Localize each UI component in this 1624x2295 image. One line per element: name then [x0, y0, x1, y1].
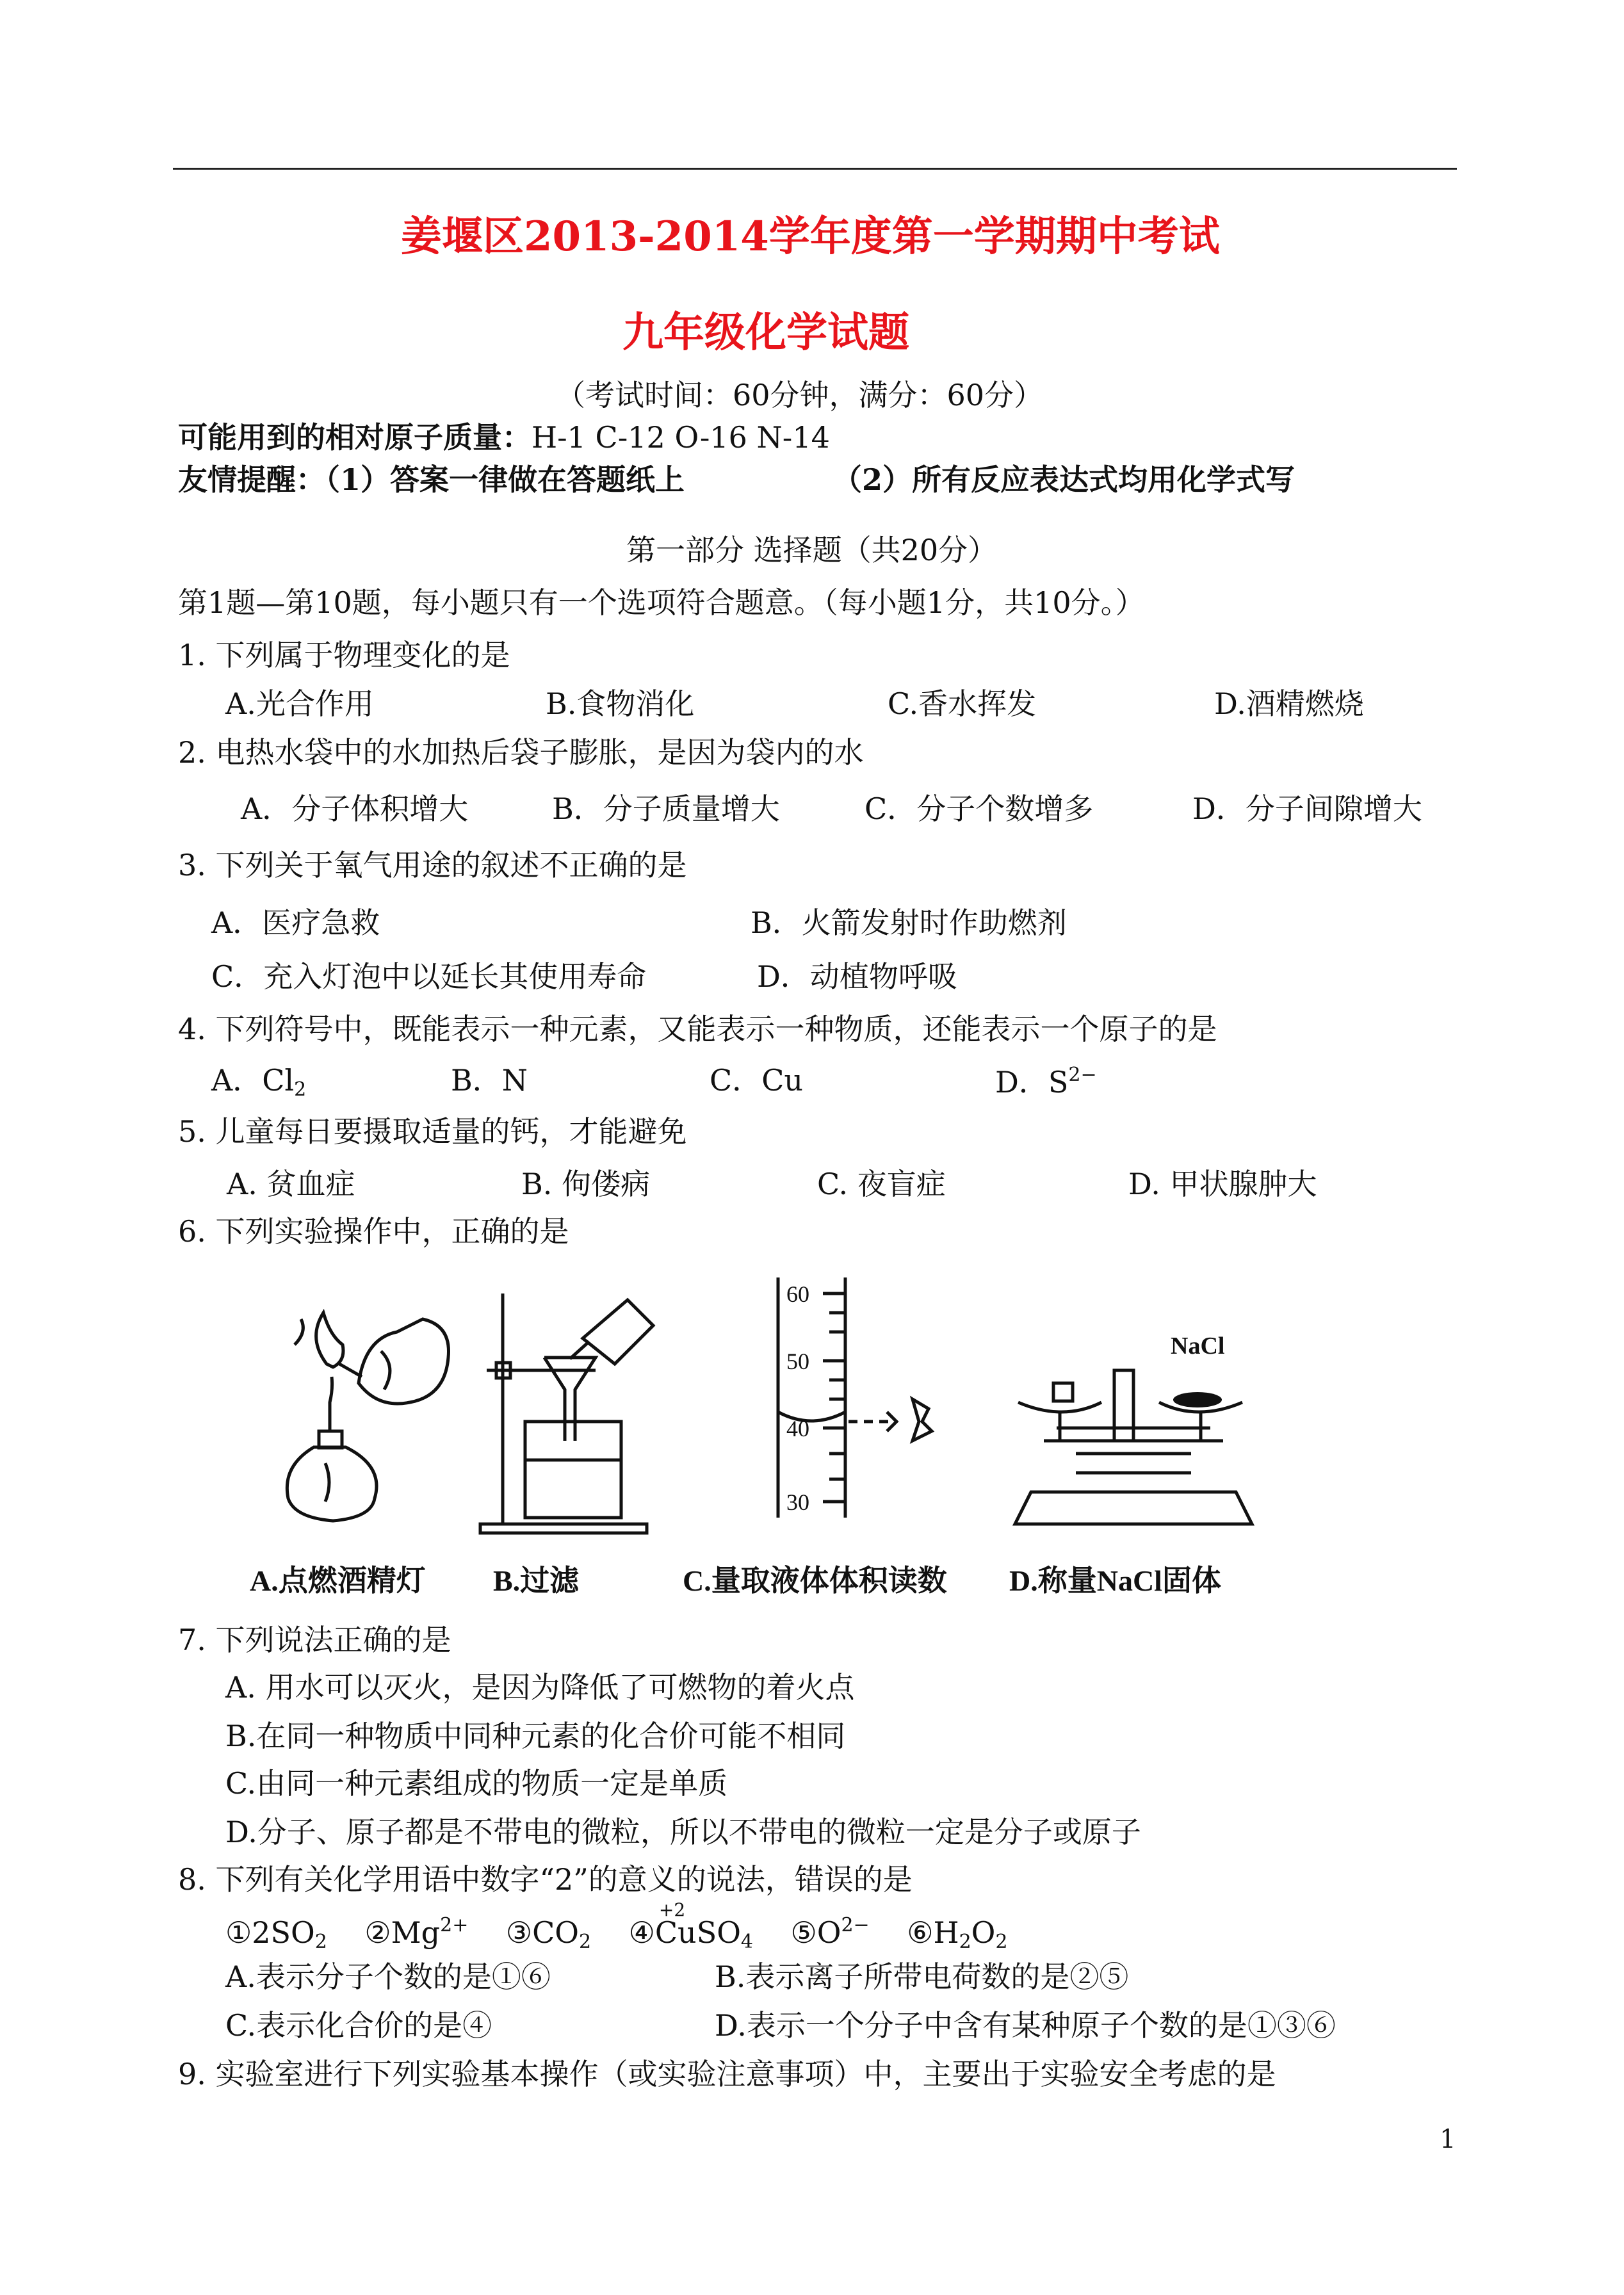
reminder-line [178, 462, 685, 497]
q7-option-a: A. 用水可以灭火，是因为降低了可燃物的着火点 [225, 1670, 855, 1705]
cylinder-tick-30: 30 [786, 1489, 809, 1515]
q4-option-a [211, 1063, 307, 1101]
reminder-label: 友情提醒： [178, 462, 325, 497]
q1-option-b: B.食物消化 [546, 686, 695, 721]
q8-item-6: $⑥H_2O_2$ [907, 1915, 1008, 1953]
q6-caption-c: C.量取液体体积读数 [683, 1564, 947, 1597]
q5-option-a: A. 贫血症 [227, 1167, 355, 1201]
q4-stem: 4. 下列符号中，既能表示一种元素，又能表示一种物质，还能表示一个原子的是 [178, 1012, 1217, 1046]
q6-caption-d: D.称量NaCl固体 [1009, 1564, 1221, 1597]
q8-option-c: C.表示化合价的是④ [225, 2008, 492, 2043]
q3-option-b: B．火箭发射时作助燃剂 [751, 905, 1067, 940]
q8-item-3: $③CO_2$ [505, 1915, 592, 1953]
q8-stem: 8. 下列有关化学用语中数字“2”的意义的说法，错误的是 [178, 1862, 913, 1897]
q1-stem: 1. 下列属于物理变化的是 [178, 638, 510, 672]
q7-stem: 7. 下列说法正确的是 [178, 1623, 451, 1657]
q2-option-c: C．分子个数增多 [865, 791, 1094, 826]
q3-stem: 3. 下列关于氧气用途的叙述不正确的是 [178, 848, 687, 882]
filtration-illustration [467, 1274, 660, 1537]
q1-option-c: C.香水挥发 [888, 686, 1037, 721]
q5-option-c: C. 夜盲症 [817, 1167, 946, 1201]
q4-d-sup: 2− [1068, 1064, 1097, 1086]
q2-option-d: D．分子间隙增大 [1192, 791, 1422, 826]
q7-option-d: D.分子、原子都是不带电的微粒，所以不带电的微粒一定是分子或原子 [225, 1815, 1141, 1849]
page-number: 1 [1440, 2125, 1456, 2154]
exam-subtitle: 九年级化学试题 [622, 309, 909, 357]
q4-d-text: D．S [995, 1065, 1069, 1099]
q2-stem: 2. 电热水袋中的水加热后袋子膨胀，是因为袋内的水 [178, 735, 864, 770]
q1-option-d: D.酒精燃烧 [1214, 686, 1364, 721]
q8-item-4: ④ +2 CuSO$_4$ [628, 1899, 754, 1953]
q8-symbols-line [225, 1899, 1008, 1953]
q5-option-b: B. 佝偻病 [521, 1167, 651, 1201]
q8-option-a: A.表示分子个数的是①⑥ [225, 1959, 551, 1994]
cylinder-tick-50: 50 [786, 1349, 809, 1374]
header-rule [173, 168, 1457, 170]
q3-option-d: D．动植物呼吸 [757, 959, 957, 994]
nacl-label: NaCl [1171, 1333, 1225, 1359]
q4-a-text: A．Cl [211, 1063, 295, 1098]
exam-title: 姜堰区2013-2014学年度第一学期期中考试 [401, 213, 1220, 261]
q4-option-c: C．Cu [710, 1063, 804, 1098]
cylinder-tick-60: 60 [786, 1281, 809, 1307]
q8-item-2: $②Mg^{2+}$ [364, 1914, 469, 1950]
q8-item-1: $①2SO_2$ [225, 1915, 327, 1953]
q6-caption-b: B.过滤 [493, 1564, 580, 1597]
reminder-2: （2）所有反应表达式均用化学式写 [832, 462, 1295, 497]
reminder-1: （1）答案一律做在答题纸上 [325, 462, 685, 497]
section-instruction: 第1题—第10题，每小题只有一个选项符合题意。（每小题1分，共10分。） [178, 585, 1145, 620]
q7-option-c: C.由同一种元素组成的物质一定是单质 [225, 1766, 728, 1801]
q4-option-b: B．N [451, 1063, 528, 1098]
q6-caption-a: A.点燃酒精灯 [250, 1564, 426, 1597]
section-title: 第一部分 选择题（共20分） [626, 533, 998, 567]
q9-stem: 9. 实验室进行下列实验基本操作（或实验注意事项）中，主要出于实验安全考虑的是 [178, 2057, 1276, 2091]
q6-stem: 6. 下列实验操作中，正确的是 [178, 1214, 569, 1249]
q8-option-d: D.表示一个分子中含有某种原子个数的是①③⑥ [715, 2008, 1336, 2043]
q4-a-sub: 2 [294, 1078, 307, 1101]
q2-option-b: B．分子质量增大 [552, 791, 780, 826]
balance-illustration [1005, 1351, 1262, 1534]
q3-option-a: A．医疗急救 [211, 905, 380, 940]
cylinder-tick-40: 40 [786, 1416, 809, 1441]
atomic-mass-line [178, 420, 830, 455]
q7-option-b: B.在同一种物质中同种元素的化合价可能不相同 [225, 1719, 846, 1753]
q1-option-a: A.光合作用 [225, 686, 374, 721]
q3-option-c: C．充入灯泡中以延长其使用寿命 [211, 959, 647, 994]
q8-item-5: $⑤O^{2-}$ [790, 1914, 870, 1950]
q5-option-d: D. 甲状腺肿大 [1128, 1167, 1317, 1201]
q4-option-d [995, 1066, 1097, 1097]
atomic-mass-label: 可能用到的相对原子质量： [178, 420, 532, 455]
atomic-mass-values: H-1 C-12 O-16 N-14 [532, 420, 830, 455]
q5-stem: 5. 儿童每日要摄取适量的钙，才能避免 [178, 1114, 687, 1149]
q8-option-b: B.表示离子所带电荷数的是②⑤ [715, 1959, 1129, 1994]
exam-info: （考试时间：60分钟，满分：60分） [556, 378, 1044, 412]
q2-option-a: A．分子体积增大 [241, 791, 469, 826]
alcohol-lamp-illustration [269, 1306, 461, 1537]
